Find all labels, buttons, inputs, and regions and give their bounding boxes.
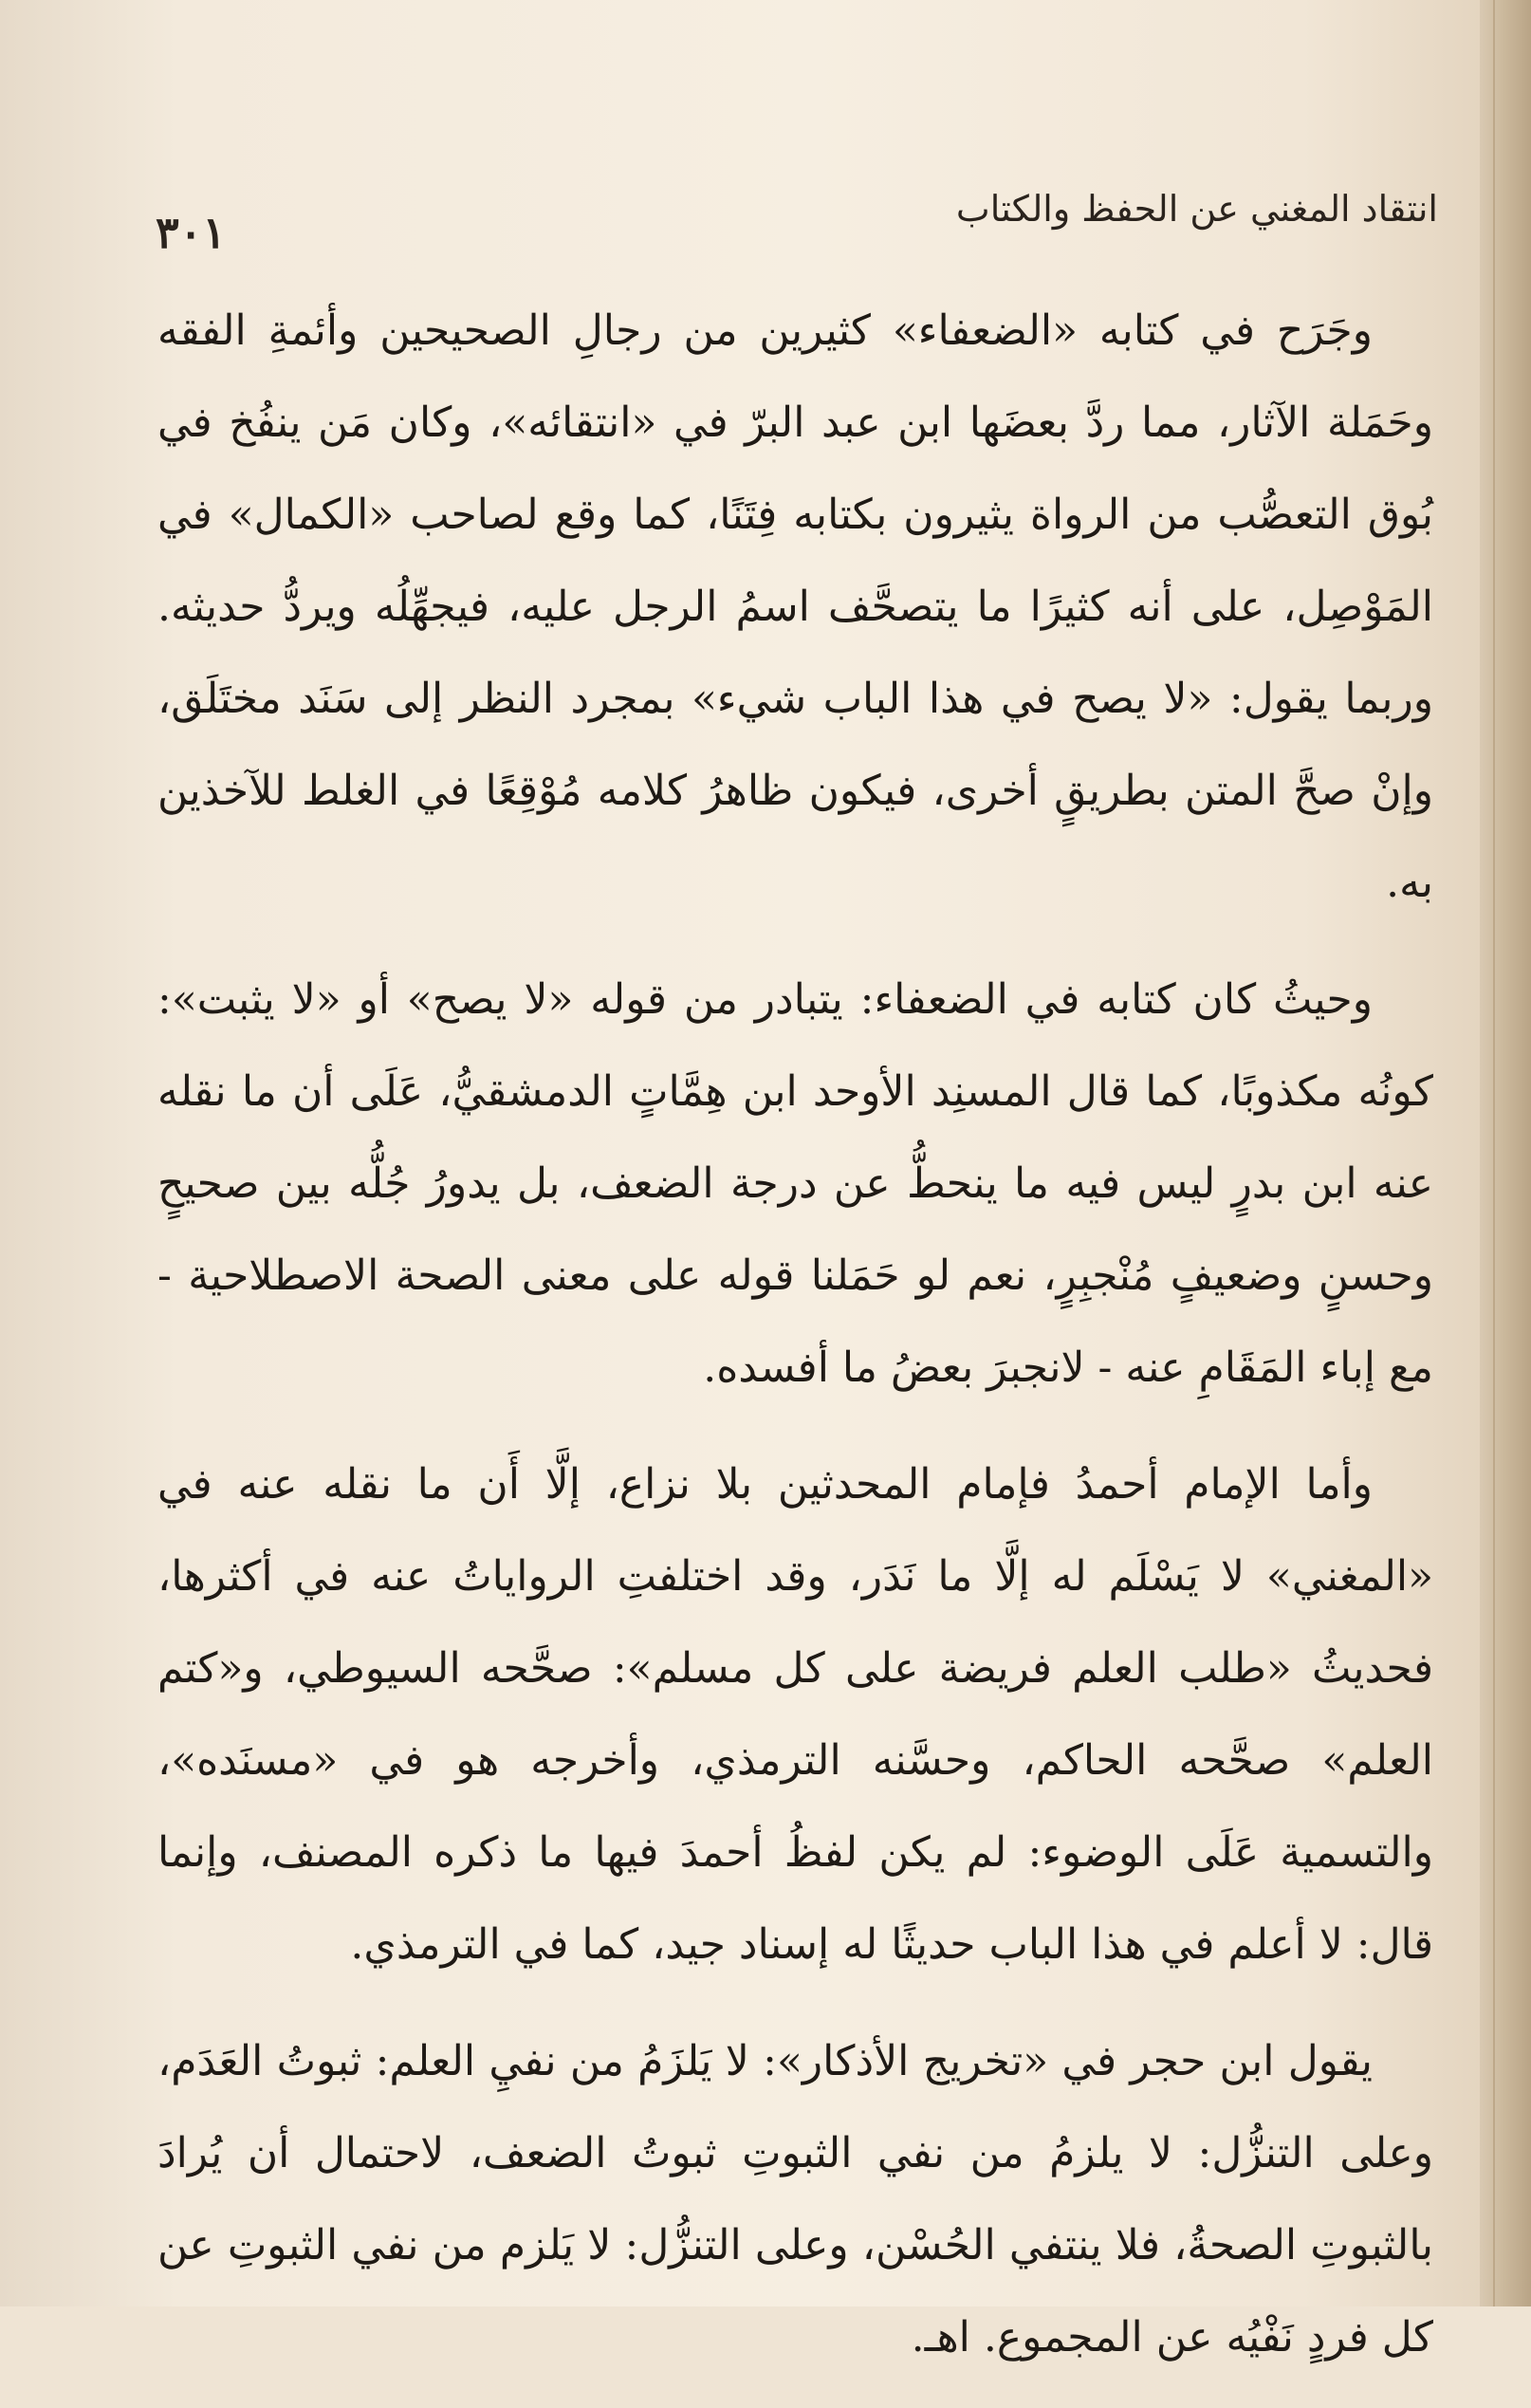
paragraph-4: يقول ابن حجر في «تخريج الأذكار»: لا يَلزَمُ من نفيِ العلم: ثبوتُ العَدَم، وعلى التنزُّل: لا يلزمُ من نفي الثبوتِ ثبوتُ الضعف، لاحتمال أن يُرادَ بالثبوتِ الصحةُ، فلا ينتفي الحُسْن، وعلى التنزُّل: لا يَلزم من نفي الثبوتِ عن كل فردٍ نَفْيُه عن المجموع. اهـ.: [157, 2037, 1433, 2362]
page-gutter-line: [1493, 0, 1495, 2306]
page-header: [142, 188, 1438, 264]
paragraph-3: وأما الإمام أحمدُ فإمام المحدثين بلا نزاع، إلَّا أَن ما نقله عنه في «المغني» لا يَسْلَم له إلَّا ما نَدَر، وقد اختلفتِ الرواياتُ عنه في أكثرها، فحديثُ «طلب العلم فريضة على كل مسلم»: صحَّحه السيوطي، و«كتم العلم» صحَّحه الحاكم، وحسَّنه الترمذي، وأخرجه هو في «مسنَده»، والتسمية عَلَى الوضوء: لم يكن لفظُ أحمدَ فيها ما ذكره المصنف، وإنما قال: لا أعلم في هذا الباب حديثًا له إسناد جيد، كما في الترمذي.: [157, 1460, 1433, 1969]
page-number: ٣٠١: [156, 207, 227, 258]
facing-page-edge: [1480, 0, 1531, 2306]
paragraph-2: وحيثُ كان كتابه في الضعفاء: يتبادر من قوله «لا يصح» أو «لا يثبت»: كونُه مكذوبًا، كما قال المسنِد الأوحد ابن هِمَّاتٍ الدمشقيُّ، عَلَى أن ما نقله عنه ابن بدرٍ ليس فيه ما ينحطُّ عن درجة الضعف، بل يدورُ جُلُّه بين صحيحٍ وحسنٍ وضعيفٍ مُنْجبِرٍ، نعم لو حَمَلنا قوله على معنى الصحة الاصطلاحية - مع إباء المَقَامِ عنه - لانجبرَ بعضُ ما أفسده.: [157, 975, 1433, 1392]
paragraph-1: وجَرَح في كتابه «الضعفاء» كثيرين من رجالِ الصحيحين وأئمةِ الفقه وحَمَلة الآثار، مما ردَّ بعضَها ابن عبد البرّ في «انتقائه»، وكان مَن ينفُخ في بُوق التعصُّب من الرواة يثيرون بكتابه فِتَنًا، كما وقع لصاحب «الكمال» في المَوْصِل، على أنه كثيرًا ما يتصحَّف اسمُ الرجل عليه، فيجهِّلُه ويردُّ حديثه. وربما يقول: «لا يصح في هذا الباب شيء» بمجرد النظر إلى سَنَد مختَلَق، وإنْ صحَّ المتن بطريقٍ أخرى، فيكون ظاهرُ كلامه مُوْقِعًا في الغلط للآخذين به.: [157, 306, 1433, 907]
body-text: [157, 285, 1433, 2408]
running-title: انتقاد المغني عن الحفظ والكتاب: [955, 188, 1438, 230]
